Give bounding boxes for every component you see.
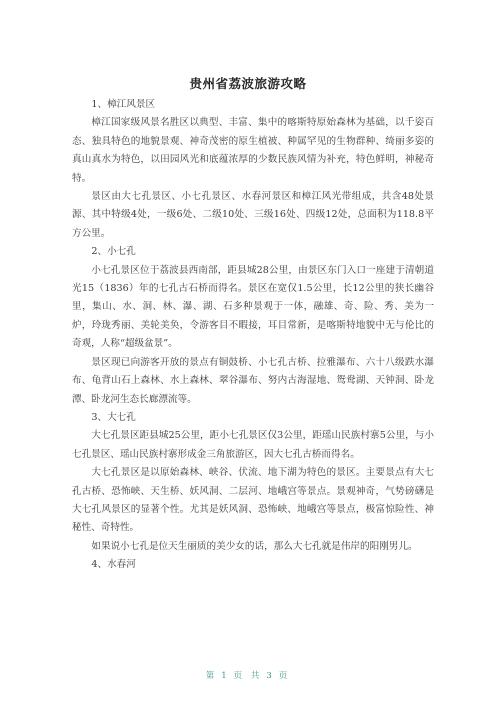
page-suffix: 页 <box>278 671 291 681</box>
body-paragraph: 小七孔景区位于荔波县西南部，距县城28公里，由景区东门入口一座建于清朝道光15（1836）年的七孔古石桥而得名。景区在宽仅1.5公里，长12公里的狭长幽谷里，集山、水、洞、林、瀑、湖、石多种景观于一体，融雄、奇、险、秀、美为一炉，玲珑秀丽、美轮美奂，令游客目不暇接，耳目常新，是喀斯特地貌中无与伦比的奇观，人称“超级盆景”。 <box>72 264 434 350</box>
section-heading: 3、大七孔 <box>91 411 136 423</box>
page-title: 贵州省荔波旅游攻略 <box>189 76 307 91</box>
page-number: 1 <box>221 671 230 681</box>
body-paragraph: 如果说小七孔是位天生丽质的美少女的话，那么大七孔就是伟岸的阳刚男儿。 <box>91 540 418 552</box>
document-body <box>72 96 434 575</box>
body-paragraph: 景区现已向游客开放的景点有铜鼓桥、小七孔古桥、拉雅瀑布、六十八级跌水瀑布、龟背山石上森林、水上森林、翠谷瀑布、努内古海湿地、鸳鸯湖、天钟洞、卧龙潭、卧龙河生态长廊漂流等。 <box>72 356 434 405</box>
section-heading: 4、水春河 <box>91 559 136 571</box>
section-heading: 2、小七孔 <box>91 246 136 258</box>
page-total: 3 <box>266 671 275 681</box>
body-paragraph: 景区由大七孔景区、小七孔景区、水春河景区和樟江风光带组成，共含48处景源、其中特级4处，一级6处、二级10处、三级16处、四级12处，总面积为118.8平方公里。 <box>72 191 434 239</box>
body-paragraph: 大七孔景区距县城25公里，距小七孔景区仅3公里，距瑶山民族村寨5公里，与小七孔景区、瑶山民族村寨形成金三角旅游区，因大七孔古桥而得名。 <box>72 430 434 460</box>
page-footer <box>0 669 496 681</box>
page-prefix: 第 <box>205 671 218 681</box>
body-paragraph: 大七孔景区是以原始森林、峡谷、伏流、地下湖为特色的景区。主要景点有大七孔古桥、恐怖峡、天生桥、妖风洞、二层河、地峨宫等景点。景观神奇，气势磅礴是大七孔风景区的显著个性。尤其是妖风洞、恐怖峡、地峨宫等景点，极富惊险性、神秘性、奇特性。 <box>72 467 434 534</box>
section-heading: 1、樟江风景区 <box>91 99 156 110</box>
body-paragraph: 樟江国家级风景名胜区以典型、丰富、集中的喀斯特原始森林为基础，以千姿百态、独具特色的地貌景观、神奇茂密的原生植被、种属罕见的生物群种、绮丽多姿的真山真水为特色，以田园风光和底蕴浓厚的少数民族风情为补充，特色鲜明，神秘奇特。 <box>72 117 434 184</box>
page-mid: 页 共 <box>233 671 263 681</box>
